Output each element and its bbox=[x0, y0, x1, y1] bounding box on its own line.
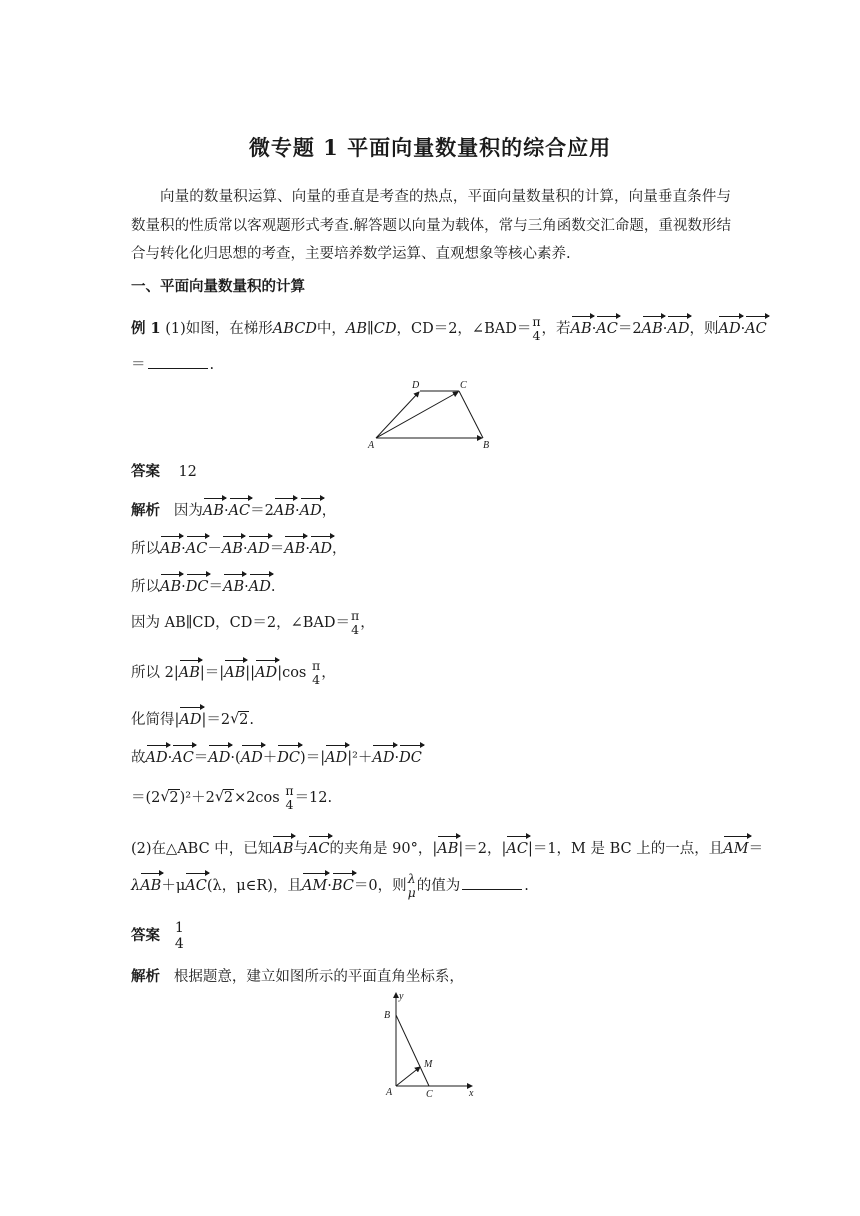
example-label: 例 1 bbox=[131, 320, 161, 337]
vector-ad bbox=[376, 392, 419, 438]
label-c: C bbox=[426, 1089, 433, 1100]
trapezoid-figure bbox=[365, 378, 495, 453]
example-1-question-line1: 例 1 (1)如图，在梯形ABCD中，AB∥CD，CD＝2，∠BAD＝ π 4 ，若AB·AC＝2AB·AD，则AD·AC bbox=[131, 314, 767, 343]
label-c: C bbox=[460, 380, 467, 391]
solution-1-line1: 解析 因为AB·AC＝2AB·AD， bbox=[131, 497, 336, 522]
label-y: y bbox=[399, 991, 404, 1002]
page-title: 微专题 1 平面向量数量积的综合应用 bbox=[248, 135, 612, 160]
segment-cb bbox=[459, 391, 483, 438]
answer-1: 答案 12 bbox=[131, 463, 197, 480]
solution-1-line3: 所以AB·DC＝AB·AD. bbox=[131, 573, 275, 598]
solution-1-line4: 因为 AB∥CD，CD＝2，∠BAD＝ π 4 ， bbox=[131, 608, 375, 637]
answer-blank-2 bbox=[462, 889, 522, 890]
example-1-2-question-line1: (2)在△ABC 中，已知AB与AC的夹角是 90°，|AB|＝2，|AC|＝1，M 是 BC 上的一点，且AM＝ bbox=[131, 835, 763, 860]
vector-ac bbox=[376, 392, 458, 438]
solution-1-line2: 所以AB·AC－AB·AD＝AB·AD， bbox=[131, 535, 347, 560]
segment-bc bbox=[396, 1015, 429, 1086]
label-x: x bbox=[469, 1088, 474, 1099]
label-m: M bbox=[424, 1059, 433, 1070]
section-heading: 一、平面向量数量积的计算 bbox=[131, 278, 305, 295]
label-b: B bbox=[384, 1010, 391, 1021]
vector-am bbox=[396, 1067, 420, 1086]
answer-blank bbox=[148, 368, 208, 369]
label-d: D bbox=[412, 380, 420, 391]
solution-1-line5: 所以 2|AB|＝|AB||AD|cos π 4 ， bbox=[131, 658, 336, 687]
answer-2: 答案 1 4 bbox=[131, 920, 184, 952]
label-a: A bbox=[386, 1087, 393, 1098]
solution-1-line6: 化简得|AD|＝2√ 2. bbox=[131, 706, 254, 731]
solution-2-line1: 解析 根据题意，建立如图所示的平面直角坐标系， bbox=[131, 968, 464, 985]
solution-1-line7: 故AD·AC＝AD·(AD＋DC)＝|AD|²＋AD·DC bbox=[131, 744, 422, 769]
label-a: A bbox=[368, 440, 375, 451]
coordinate-figure bbox=[380, 988, 485, 1100]
example-1-2-question-line2: λAB＋μAC(λ，μ∈R)，且AM·BC＝0，则 λ μ 的值为 . bbox=[131, 871, 529, 900]
intro-paragraph: 向量的数量积运算、向量的垂直是考查的热点，平面向量数量积的计算，向量垂直条件与数量积的性质常以客观题形式考查.解答题以向量为载体，常与三角函数交汇命题，重视数形结合与转化化归思想的考查，主要培养数学运算、直观想象等核心素养. bbox=[131, 189, 731, 262]
solution-1-line8: ＝(2√ 2)²＋2√ 2×2cos π 4 ＝12. bbox=[131, 784, 332, 812]
label-b: B bbox=[483, 440, 490, 451]
example-1-question-line2: ＝ . bbox=[131, 357, 215, 373]
